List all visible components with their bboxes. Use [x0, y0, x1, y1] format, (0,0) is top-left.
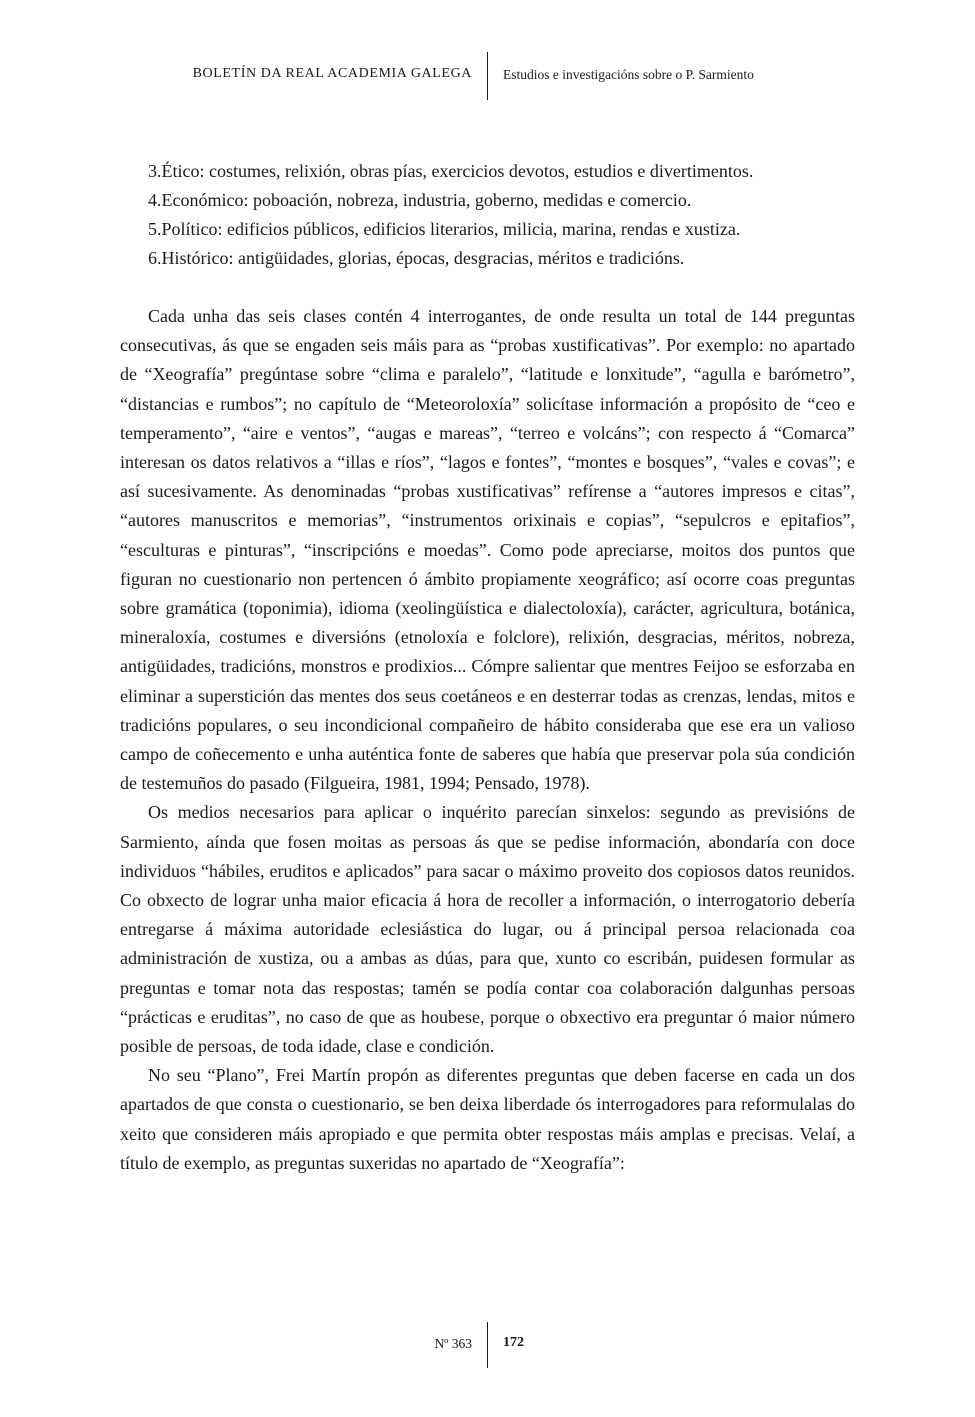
list-item: 5.Político: edificios públicos, edificios literarios, milicia, marina, rendas e xustiza.	[148, 219, 741, 239]
page-number: 172	[503, 1335, 524, 1350]
classes-list	[148, 157, 868, 273]
page-footer	[0, 1322, 975, 1368]
running-header	[0, 52, 975, 100]
list-item: 3.Ético: costumes, relixión, obras pías, exercicios devotos, estudios e divertimentos.	[148, 161, 754, 181]
section-title: Estudios e investigacións sobre o P. Sarmiento	[503, 67, 754, 82]
footer-divider	[487, 1322, 488, 1368]
body-text	[120, 302, 855, 1178]
issue-number: Nº 363	[434, 1336, 472, 1351]
list-item: 4.Económico: poboación, nobreza, industria, goberno, medidas e comercio.	[148, 190, 692, 210]
journal-title: BOLETÍN DA REAL ACADEMIA GALEGA	[192, 66, 472, 81]
header-divider	[487, 52, 488, 100]
paragraph: No seu “Plano”, Frei Martín propón as diferentes preguntas que deben facerse en cada un dos apartados de que consta o cuestionario, se ben deixa liberdade ós interrogadores para reformulalas do xeito que consideren máis apropiado e que permita obter respostas máis amplas e precisas. Velaí, a título de exemplo, as preguntas suxeridas no apartado de “Xeografía”:	[120, 1065, 855, 1173]
list-item: 6.Histórico: antigüidades, glorias, épocas, desgracias, méritos e tradicións.	[148, 248, 685, 268]
paragraph: Os medios necesarios para aplicar o inquérito parecían sinxelos: segundo as previsións de Sarmiento, aínda que fosen moitas as persoas ás que se pedise información, abondaría con doce individuos “hábiles, eruditos e aplicados” para sacar o máximo proveito dos copiosos datos reunidos. Co obxecto de lograr unha maior eficacia á hora de recoller a información, o interrogatorio debería entregarse á máxima autoridade eclesiástica do lugar, ou á principal persoa relacionada coa administración de xustiza, ou a ambas as dúas, para que, xunto co escribán, puidesen formular as preguntas e tomar nota das respostas; tamén se podía contar coa colaboración dalgunhas persoas “prácticas e eruditas”, no caso de que as houbese, porque o obxectivo era preguntar ó maior número posible de persoas, de toda idade, clase e condición.	[120, 802, 855, 1057]
paragraph: Cada unha das seis clases contén 4 interrogantes, de onde resulta un total de 144 preguntas consecutivas, ás que se engaden seis máis para as “probas xustificativas”. Por exemplo: no apartado de “Xeografía” pregúntase sobre “clima e paralelo”, “latitude e lonxitude”, “agulla e barómetro”, “distancias e rumbos”; no capítulo de “Meteoroloxía” solicítase información a propósito de “ceo e temperamento”, “aire e ventos”, “augas e mareas”, “terreo e volcáns”; con respecto á “Comarca” interesan os datos relativos a “illas e ríos”, “lagos e fontes”, “montes e bosques”, “vales e covas”; e así sucesivamente. As denominadas “probas xustificativas” refírense a “autores impresos e citas”, “autores manuscritos e memorias”, “instrumentos orixinais e copias”, “sepulcros e epitafios”, “esculturas e pinturas”, “inscripcións e moedas”. Como pode apreciarse, moitos dos puntos que figuran no cuestionario non pertencen ó ámbito propiamente xeográfico; así ocorre coas preguntas sobre gramática (toponimia), idioma (xeolingüística e dialectoloxía), carácter, agricultura, botánica, mineraloxía, costumes e diversións (etnoloxía e folclore), relixión, desgracias, méritos, nobreza, antigüidades, tradicións, monstros e prodixios... Cómpre salientar que mentres Feijoo se esforzaba en eliminar a superstición das mentes dos seus coetáneos e en desterrar todas as crenzas, lendas, mitos e tradicións populares, o seu incondicional compañeiro de hábito consideraba que ese era un valioso campo de coñecemento e unha auténtica fonte de saberes que había que preservar pola súa condición de testemuños do pasado (Filgueira, 1981, 1994; Pensado, 1978).	[120, 306, 855, 794]
